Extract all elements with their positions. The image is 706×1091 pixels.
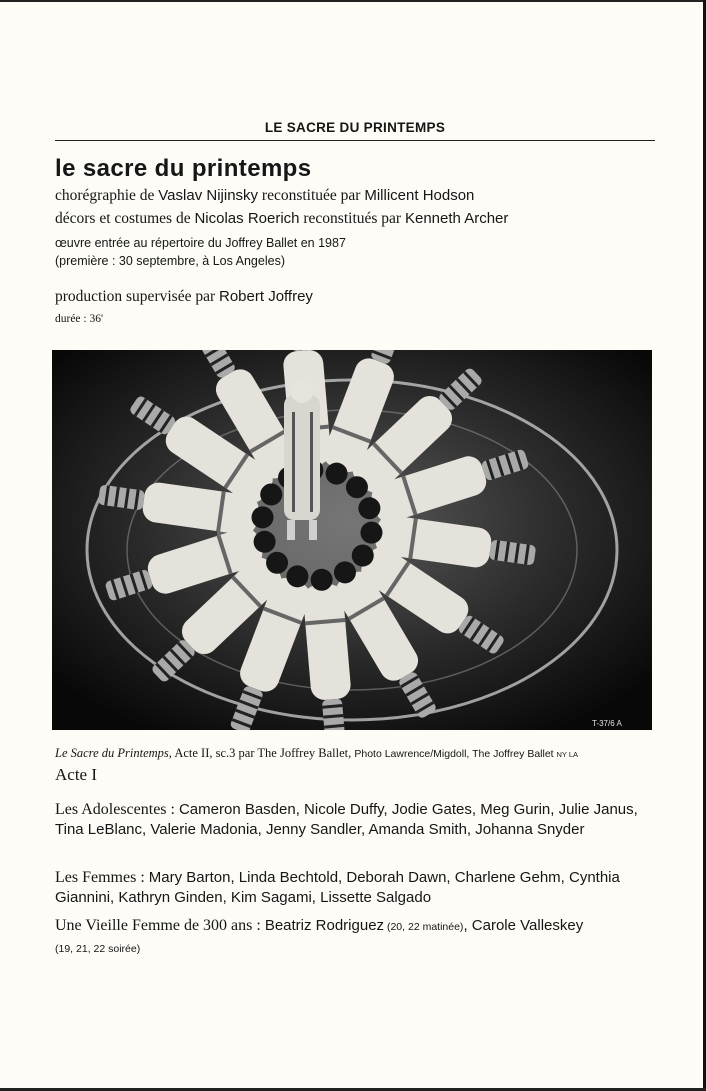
cast-adolescentes [55, 800, 655, 839]
reconstructor-name: Millicent Hodson [364, 187, 475, 204]
cast-note-1: (20, 22 matinée) [384, 921, 464, 933]
cast-vieille-femme [55, 916, 655, 959]
repertoire-line: œuvre entrée au répertoire du Joffrey Ballet en 1987 [55, 236, 346, 250]
header-rule [55, 140, 655, 141]
cast-name-2: Carole Valleskey [471, 917, 584, 934]
choreography-line [55, 187, 474, 205]
cast-note-2: (19, 21, 22 soirée) [55, 942, 141, 955]
premiere-line: (première : 30 septembre, à Los Angeles) [55, 254, 285, 268]
page-top-edge [0, 0, 706, 2]
cast-names: Mary Barton, Linda Bechtold, Deborah Dawn, Charlene Gehm, Cynthia Giannini, Kathryn Ginden, Kim Sagami, Lissette Salgado [55, 869, 620, 906]
decor-prefix: décors et costumes de [55, 210, 195, 227]
choreographer-name: Vaslav Nijinsky [158, 187, 259, 204]
choreo-mid: reconstituée par [258, 187, 365, 204]
cast-name-1: Beatriz Rodriguez [264, 917, 385, 934]
cast-femmes [55, 868, 655, 907]
work-title: le sacre du printemps [55, 155, 312, 182]
dancers-circle-illustration [52, 350, 652, 730]
duration-line: durée : 36' [55, 313, 104, 325]
decor-line [55, 210, 508, 228]
negative-mark: T-37/6 A [592, 719, 622, 728]
production-prefix: production supervisée par [55, 288, 219, 305]
photo-caption [55, 746, 578, 761]
cast-separator: , [463, 917, 472, 934]
role-label: Une Vieille Femme de 300 ans : [55, 917, 265, 934]
running-header: LE SACRE DU PRINTEMPS [264, 120, 446, 135]
designer-name: Nicolas Roerich [194, 210, 300, 227]
performance-photo [52, 350, 652, 730]
production-line [55, 288, 313, 306]
caption-work-title: Le Sacre du Printemps [55, 746, 169, 760]
cast-names: Cameron Basden, Nicole Duffy, Jodie Gates, Meg Gurin, Julie Janus, Tina LeBlanc, Valerie Madonia, Jenny Sandler, Amanda Smith, Johanna Snyder [55, 801, 638, 838]
caption-act-scene: , Acte II, sc.3 par The Joffrey Ballet, [168, 746, 355, 760]
decor-mid: reconstitués par [299, 210, 405, 227]
role-label: Les Adolescentes : [55, 801, 179, 818]
role-label: Les Femmes : [55, 869, 149, 886]
decor-reconstructor-name: Kenneth Archer [404, 210, 509, 227]
supervisor-name: Robert Joffrey [219, 288, 313, 305]
caption-location: NY LA [556, 750, 579, 759]
central-figure [284, 381, 320, 540]
act-heading: Acte I [55, 765, 98, 784]
choreo-prefix: chorégraphie de [55, 187, 159, 204]
caption-photo-credit: Photo Lawrence/Migdoll, The Joffrey Ballet [354, 748, 557, 760]
